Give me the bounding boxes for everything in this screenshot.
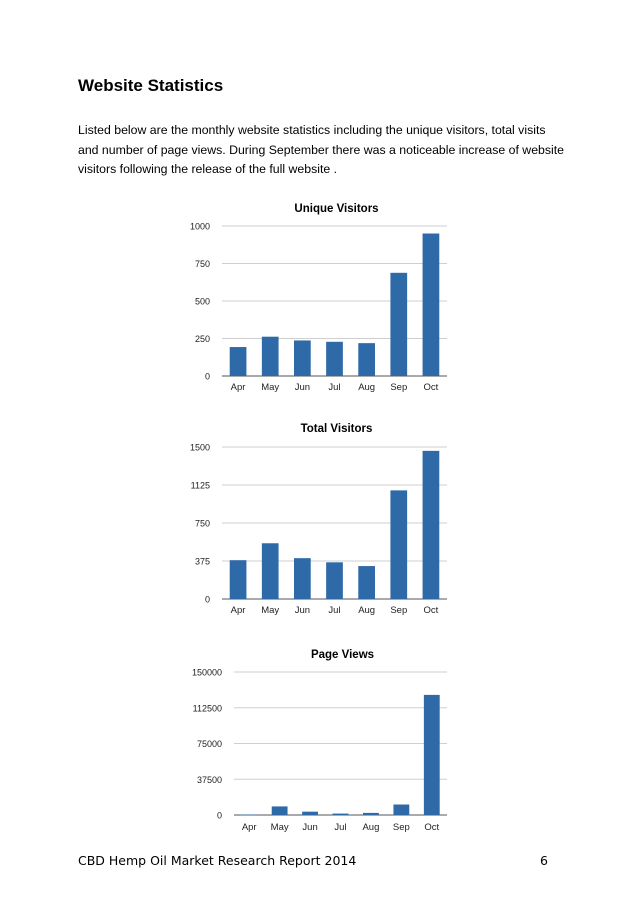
y-tick-label: 112500 (192, 703, 222, 714)
total-visitors-chart (0, 416, 638, 621)
bar-apr (230, 347, 247, 376)
x-tick-label: Jun (294, 382, 311, 393)
y-tick-label: 1000 (189, 221, 210, 232)
pv-chart-svg (0, 642, 638, 842)
tv-chart-svg (0, 416, 638, 621)
x-tick-label: Oct (423, 382, 439, 393)
y-tick-label: 37500 (196, 774, 222, 785)
bar-may (262, 337, 279, 376)
bar-aug (363, 813, 379, 815)
bar-may (272, 806, 288, 815)
x-tick-label: Jun (294, 605, 311, 616)
bar-jun (294, 340, 311, 376)
intro-paragraph: Listed below are the monthly website statistics including the unique visitors, total visits and number of page views. During September there was a noticeable increase of website visitors following the release of the full website . (78, 123, 565, 176)
y-tick-label: 0 (204, 594, 210, 605)
uv-chart-svg (0, 196, 638, 401)
page-number: 6 (540, 853, 548, 868)
y-tick-label: 375 (194, 556, 210, 567)
y-tick-label: 1500 (189, 442, 210, 453)
x-tick-label: Aug (358, 382, 376, 393)
bar-apr (230, 560, 247, 599)
chart-title: Page Views (310, 649, 375, 661)
y-tick-label: 150000 (191, 667, 222, 678)
page-views-chart (0, 642, 638, 842)
bar-sep (393, 805, 409, 815)
bar-aug (358, 343, 375, 376)
bar-jun (302, 812, 318, 815)
x-tick-label: Oct (423, 605, 439, 616)
footer-report-title: CBD Hemp Oil Market Research Report 2014 (78, 853, 357, 868)
x-tick-label: Aug (358, 605, 376, 616)
bar-aug (358, 566, 375, 599)
x-tick-label: Jul (328, 605, 341, 616)
section-heading: Website Statistics (78, 76, 224, 95)
y-tick-label: 750 (194, 259, 210, 269)
bar-oct (423, 234, 440, 377)
x-tick-label: Jun (302, 822, 318, 833)
y-tick-label: 0 (216, 810, 222, 821)
x-tick-label: Oct (424, 822, 440, 833)
y-tick-label: 0 (204, 371, 210, 382)
bar-jul (333, 814, 349, 815)
x-tick-label: Jul (334, 822, 347, 833)
x-tick-label: Sep (390, 605, 408, 616)
x-tick-label: Apr (230, 382, 246, 393)
x-tick-label: Jul (328, 382, 341, 393)
x-tick-label: May (261, 382, 280, 393)
bar-jul (326, 562, 343, 599)
x-tick-label: Apr (230, 605, 246, 616)
x-tick-label: Aug (362, 822, 380, 833)
bar-apr (241, 815, 257, 816)
x-tick-label: May (270, 822, 289, 833)
bar-oct (424, 695, 440, 815)
y-tick-label: 75000 (196, 739, 222, 749)
bar-jun (294, 558, 311, 599)
chart-title: Unique Visitors (294, 203, 379, 215)
x-tick-label: Sep (390, 382, 408, 393)
bar-sep (390, 273, 407, 376)
bar-sep (390, 490, 407, 599)
y-tick-label: 750 (194, 518, 210, 529)
bar-may (262, 543, 279, 599)
y-tick-label: 500 (194, 296, 210, 307)
unique-visitors-chart (0, 196, 638, 401)
bar-oct (423, 451, 440, 599)
bar-jul (326, 342, 343, 376)
chart-title: Total Visitors (300, 423, 373, 435)
x-tick-label: Sep (392, 822, 410, 833)
y-tick-label: 1125 (190, 480, 210, 491)
x-tick-label: Apr (241, 822, 257, 833)
x-tick-label: May (261, 605, 280, 616)
y-tick-label: 250 (194, 334, 210, 344)
